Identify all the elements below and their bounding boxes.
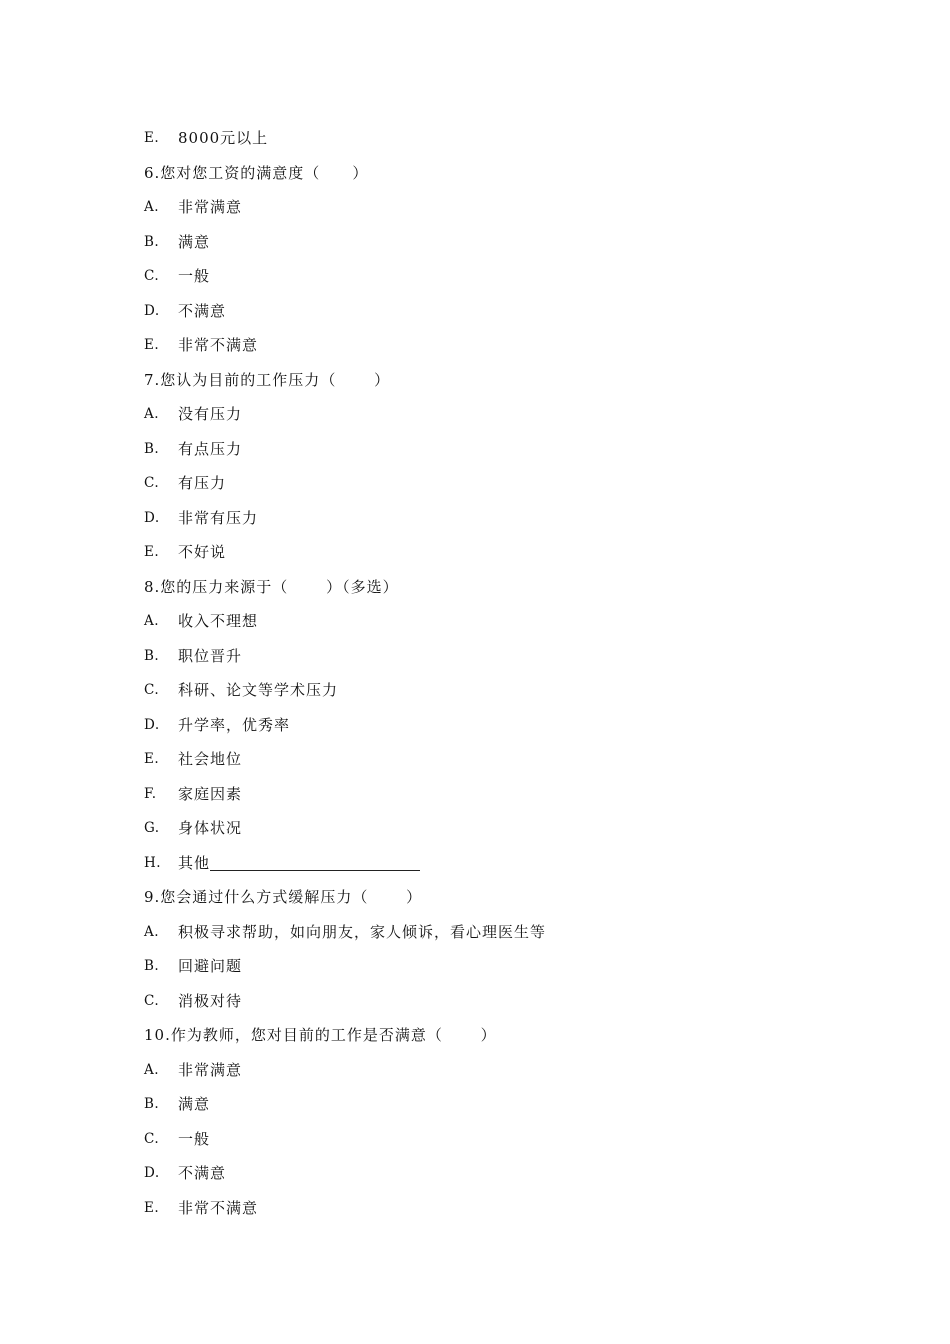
option-line	[144, 748, 844, 783]
option-text: 不满意	[178, 301, 227, 320]
option-text: 非常不满意	[178, 336, 259, 354]
option-line	[144, 265, 844, 300]
option-letter: A.	[144, 1061, 160, 1078]
question-line	[144, 369, 844, 404]
option-line	[144, 231, 844, 266]
option-text: 一般	[178, 1129, 211, 1148]
option-line	[144, 300, 844, 335]
option-text: 回避问题	[178, 957, 243, 975]
option-text: 有点压力	[178, 439, 243, 458]
option-text: 没有压力	[178, 405, 243, 423]
option-text: 一般	[178, 267, 211, 285]
option-line	[144, 507, 844, 542]
option-text: 社会地位	[178, 750, 243, 768]
option-text: 消极对待	[178, 991, 243, 1010]
option-text: 其他	[178, 853, 211, 872]
question-line	[144, 576, 844, 611]
option-text: 满意	[178, 232, 211, 251]
option-line	[144, 852, 844, 887]
option-line	[144, 127, 844, 162]
option-line	[144, 334, 844, 369]
option-letter: D.	[144, 1165, 160, 1181]
option-text: 不好说	[178, 543, 227, 561]
option-letter: E.	[144, 130, 160, 146]
option-letter: B.	[144, 647, 160, 664]
option-text: 非常不满意	[178, 1198, 259, 1217]
option-letter: C.	[144, 475, 160, 491]
option-line	[144, 1197, 844, 1232]
question-text: 9.您会通过什么方式缓解压力（ ）	[144, 888, 423, 906]
option-line	[144, 1059, 844, 1094]
fill-in-blank	[210, 852, 420, 871]
option-text: 有压力	[178, 474, 227, 492]
option-text: 非常满意	[178, 1060, 243, 1079]
option-letter: A.	[144, 406, 160, 422]
option-letter: A.	[144, 613, 160, 629]
option-letter: E.	[144, 544, 160, 560]
option-letter: D.	[144, 302, 160, 319]
question-line	[144, 1024, 844, 1059]
option-text: 身体状况	[178, 819, 243, 837]
option-text: 升学率，优秀率	[178, 715, 291, 734]
option-text: 职位晋升	[178, 646, 243, 665]
option-line	[144, 403, 844, 438]
question-text: 6.您对您工资的满意度（ ）	[144, 163, 369, 182]
option-letter: H.	[144, 854, 162, 871]
option-letter: B.	[144, 1096, 160, 1112]
option-letter: D.	[144, 716, 160, 733]
option-line	[144, 438, 844, 473]
option-line	[144, 1128, 844, 1163]
option-text: 满意	[178, 1095, 211, 1113]
option-letter: B.	[144, 233, 160, 250]
option-line	[144, 1093, 844, 1128]
option-line	[144, 955, 844, 990]
option-letter: D.	[144, 509, 160, 526]
option-letter: F.	[144, 785, 157, 802]
option-text: 非常有压力	[178, 508, 259, 527]
option-line	[144, 783, 844, 818]
option-text: 收入不理想	[178, 612, 259, 630]
option-letter: A.	[144, 923, 160, 940]
option-line	[144, 921, 844, 956]
option-text: 积极寻求帮助，如向朋友，家人倾诉，看心理医生等	[178, 922, 547, 941]
option-letter: A.	[144, 199, 160, 215]
option-letter: C.	[144, 1130, 160, 1147]
survey-document	[144, 127, 844, 1231]
option-letter: B.	[144, 440, 160, 457]
option-letter: C.	[144, 682, 160, 698]
question-text: 7.您认为目前的工作压力（ ）	[144, 370, 391, 389]
option-letter: E.	[144, 1199, 160, 1216]
option-text: 家庭因素	[178, 784, 243, 803]
option-line	[144, 610, 844, 645]
option-text: 8000元以上	[178, 129, 269, 147]
option-line	[144, 472, 844, 507]
option-letter: G.	[144, 820, 160, 836]
option-letter: E.	[144, 751, 160, 767]
question-line	[144, 886, 844, 921]
option-line	[144, 196, 844, 231]
question-text: 8.您的压力来源于（ ）（多选）	[144, 577, 399, 596]
option-letter: E.	[144, 337, 160, 353]
option-letter: B.	[144, 958, 160, 974]
option-line	[144, 679, 844, 714]
option-text: 不满意	[178, 1164, 227, 1182]
option-text: 科研、论文等学术压力	[178, 681, 339, 699]
option-line	[144, 990, 844, 1025]
option-line	[144, 645, 844, 680]
option-line	[144, 1162, 844, 1197]
option-letter: C.	[144, 992, 160, 1009]
option-line	[144, 817, 844, 852]
question-line	[144, 162, 844, 197]
option-line	[144, 541, 844, 576]
option-text: 非常满意	[178, 198, 243, 216]
question-text: 10.作为教师，您对目前的工作是否满意（ ）	[144, 1026, 497, 1044]
option-letter: C.	[144, 268, 160, 284]
option-line	[144, 714, 844, 749]
